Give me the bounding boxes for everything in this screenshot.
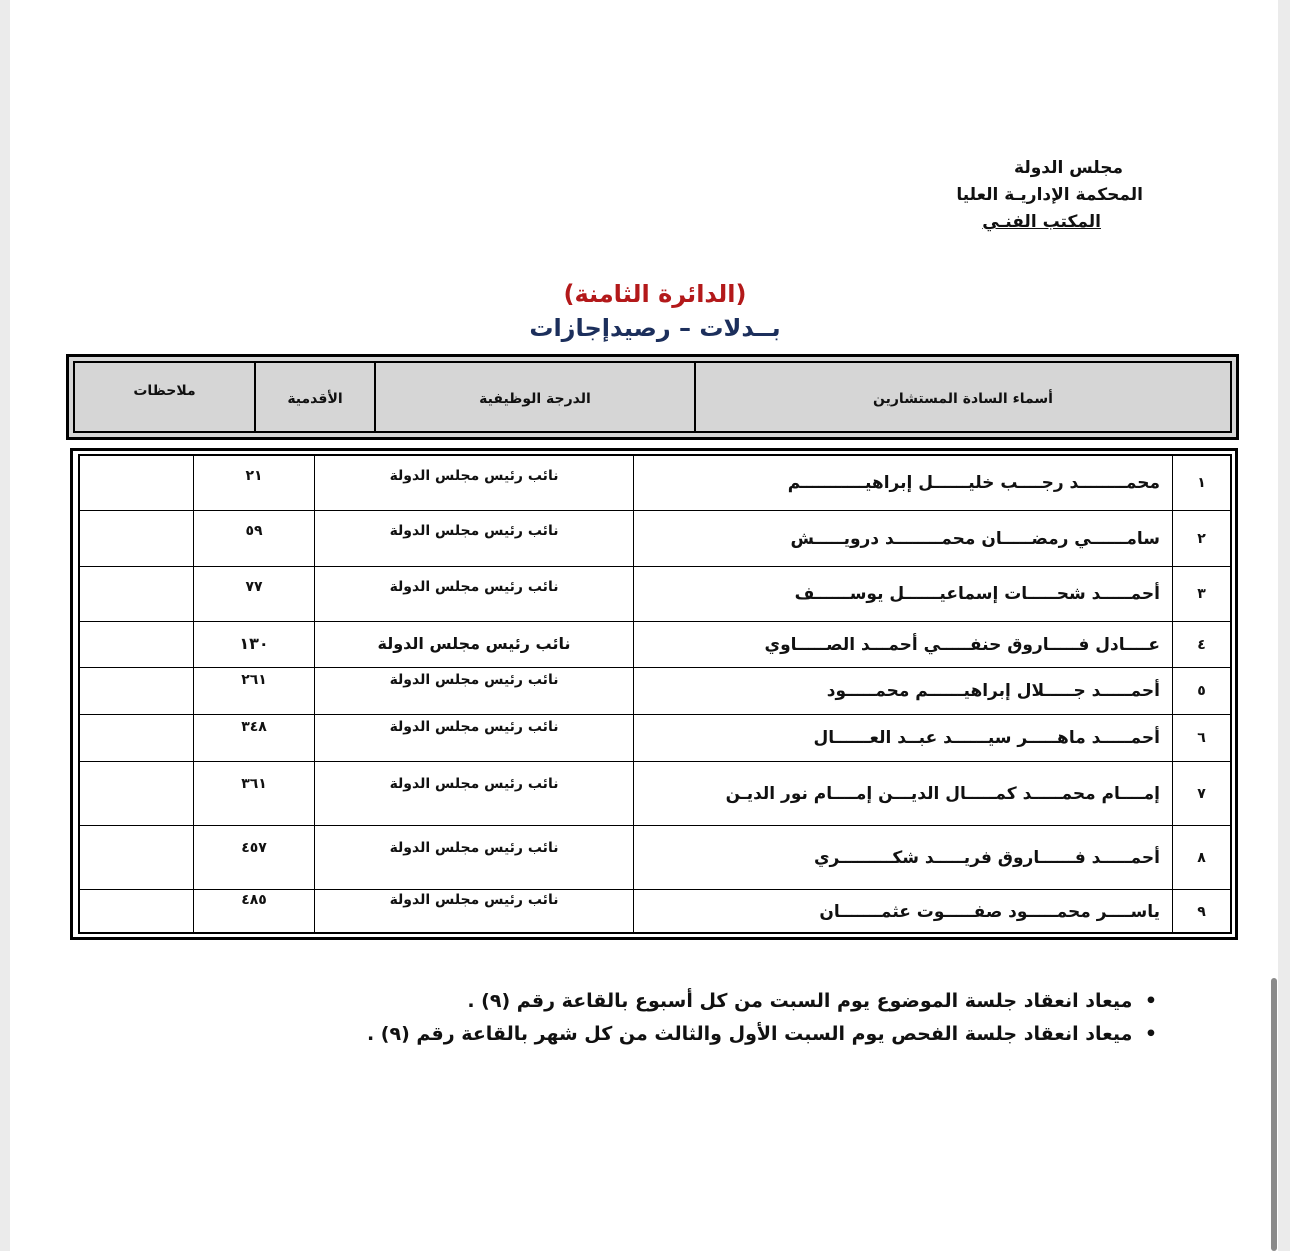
row-number: ٤ xyxy=(1172,622,1230,667)
note-item xyxy=(263,985,1163,1018)
counselor-name: ياســــر محمـــــود صفـــــوت عثمـــــــان xyxy=(633,890,1172,934)
column-header-seniority: الأقدمية xyxy=(254,363,374,431)
seniority-number: ٧٧ xyxy=(193,567,314,621)
job-grade: نائب رئيس مجلس الدولة xyxy=(314,890,633,934)
note-item xyxy=(263,1018,1163,1051)
institution-header xyxy=(823,155,1143,236)
job-grade: نائب رئيس مجلس الدولة xyxy=(314,668,633,714)
notes-cell xyxy=(80,715,193,761)
table-row xyxy=(80,622,1230,668)
circle-title: (الدائرة الثامنة) xyxy=(563,280,747,308)
seniority-number: ١٣٠ xyxy=(193,622,314,667)
row-number: ٦ xyxy=(1172,715,1230,761)
bullet-icon: • xyxy=(1144,1023,1158,1045)
seniority-number: ٥٩ xyxy=(193,511,314,566)
session-notes xyxy=(263,985,1163,1051)
job-grade: نائب رئيس مجلس الدولة xyxy=(314,622,633,667)
job-grade: نائب رئيس مجلس الدولة xyxy=(314,511,633,566)
notes-cell xyxy=(80,456,193,510)
table-row xyxy=(80,511,1230,567)
row-number: ٢ xyxy=(1172,511,1230,566)
table-row xyxy=(80,715,1230,762)
row-number: ٥ xyxy=(1172,668,1230,714)
notes-cell xyxy=(80,622,193,667)
seniority-number: ٤٥٧ xyxy=(193,826,314,889)
table-row xyxy=(80,668,1230,715)
counselor-name: أحمـــــد جـــــلال إبراهيــــــم محمـــــود xyxy=(633,668,1172,714)
counselor-name: عــــادل فـــــاروق حنفـــــي أحمـــد الصـــــاوي xyxy=(633,622,1172,667)
notes-cell xyxy=(80,668,193,714)
document-subtitle: بــدلات – رصيدإجازات xyxy=(529,314,781,342)
notes-cell xyxy=(80,890,193,934)
counselor-name: أحمـــــد شحـــــات إسماعيــــــل يوســــــف xyxy=(633,567,1172,621)
seniority-number: ٢٦١ xyxy=(193,668,314,714)
seniority-number: ٤٨٥ xyxy=(193,890,314,934)
table-row xyxy=(80,456,1230,511)
job-grade: نائب رئيس مجلس الدولة xyxy=(314,567,633,621)
job-grade: نائب رئيس مجلس الدولة xyxy=(314,826,633,889)
notes-cell xyxy=(80,762,193,825)
notes-cell xyxy=(80,511,193,566)
seniority-number: ٢١ xyxy=(193,456,314,510)
column-header-names: أسماء السادة المستشارين xyxy=(694,363,1230,431)
note-text: ميعاد انعقاد جلسة الموضوع يوم السبت من كل أسبوع بالقاعة رقم (٩) . xyxy=(467,990,1133,1012)
court-name: المحكمة الإداريـة العليا xyxy=(956,185,1143,205)
table-row xyxy=(80,890,1230,934)
row-number: ٨ xyxy=(1172,826,1230,889)
seniority-number: ٣٦١ xyxy=(193,762,314,825)
counselor-name: أحمـــــد فــــــاروق فريـــــد شكـــــــــري xyxy=(633,826,1172,889)
table-header xyxy=(66,354,1239,440)
notes-cell xyxy=(80,567,193,621)
vertical-scrollbar[interactable] xyxy=(1271,978,1277,1251)
table-row xyxy=(80,826,1230,890)
table-row xyxy=(80,567,1230,622)
counselor-name: محمــــــــد رجــــب خليــــــل إبراهيـــــــــــم xyxy=(633,456,1172,510)
counselor-name: أحمـــــد ماهـــــر سيــــــد عبــد العــــــال xyxy=(633,715,1172,761)
note-text: ميعاد انعقاد جلسة الفحص يوم السبت الأول والثالث من كل شهر بالقاعة رقم (٩) . xyxy=(366,1023,1133,1045)
job-grade: نائب رئيس مجلس الدولة xyxy=(314,456,633,510)
job-grade: نائب رئيس مجلس الدولة xyxy=(314,715,633,761)
seniority-number: ٣٤٨ xyxy=(193,715,314,761)
notes-cell xyxy=(80,826,193,889)
document-page xyxy=(10,0,1278,1251)
job-grade: نائب رئيس مجلس الدولة xyxy=(314,762,633,825)
counselor-name: إمــــام محمـــــد كمـــــال الديـــن إمــــام نور الديـن xyxy=(633,762,1172,825)
row-number: ٧ xyxy=(1172,762,1230,825)
row-number: ١ xyxy=(1172,456,1230,510)
council-name: مجلس الدولة xyxy=(1014,158,1123,178)
row-number: ٣ xyxy=(1172,567,1230,621)
counselor-name: سامــــــي رمضـــــان محمــــــــد درويـــــش xyxy=(633,511,1172,566)
bullet-icon: • xyxy=(1144,990,1158,1012)
counselors-table xyxy=(70,448,1238,940)
column-header-grade: الدرجة الوظيفية xyxy=(374,363,694,431)
column-header-notes: ملاحظات xyxy=(133,383,196,399)
office-name: المكتب الفنـي xyxy=(982,212,1101,232)
row-number: ٩ xyxy=(1172,890,1230,934)
table-row xyxy=(80,762,1230,826)
